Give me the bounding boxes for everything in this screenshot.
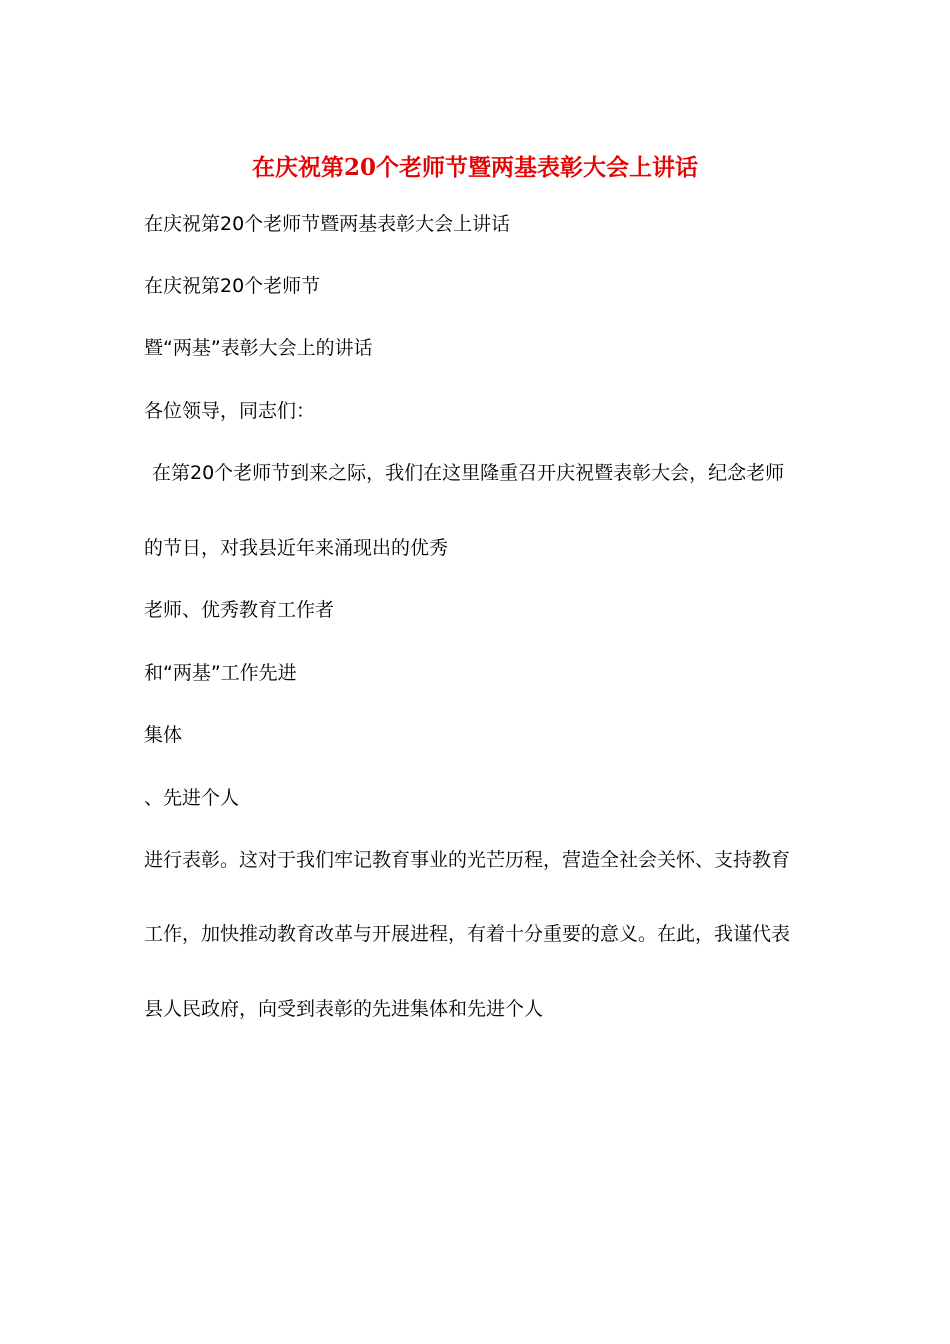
paragraph-line: 和“两基”工作先进 [144, 662, 297, 684]
paragraph-line: 进行表彰。这对于我们牢记教育事业的光芒历程，营造全社会关怀、支持教育 [144, 849, 791, 871]
paragraph-line: 、先进个人 [144, 787, 240, 809]
salutation-line: 各位领导，同志们： [144, 400, 316, 422]
paragraph-line: 在第20个老师节到来之际，我们在这里隆重召开庆祝暨表彰大会，纪念老师 [152, 462, 785, 484]
paragraph-line: 在庆祝第20个老师节暨两基表彰大会上讲话 [144, 213, 511, 235]
paragraph-line: 工作，加快推动教育改革与开展进程，有着十分重要的意义。在此，我谨代表 [144, 923, 791, 945]
document-title: 在庆祝第20个老师节暨两基表彰大会上讲话 [251, 154, 698, 181]
paragraph-line: 在庆祝第20个老师节 [144, 275, 321, 297]
paragraph-line: 集体 [144, 724, 183, 746]
paragraph-line: 的节日，对我县近年来涌现出的优秀 [144, 537, 449, 559]
paragraph-line: 暨“两基”表彰大会上的讲话 [144, 337, 373, 359]
paragraph-line: 老师、优秀教育工作者 [144, 599, 335, 621]
paragraph-line: 县人民政府，向受到表彰的先进集体和先进个人 [144, 998, 544, 1020]
